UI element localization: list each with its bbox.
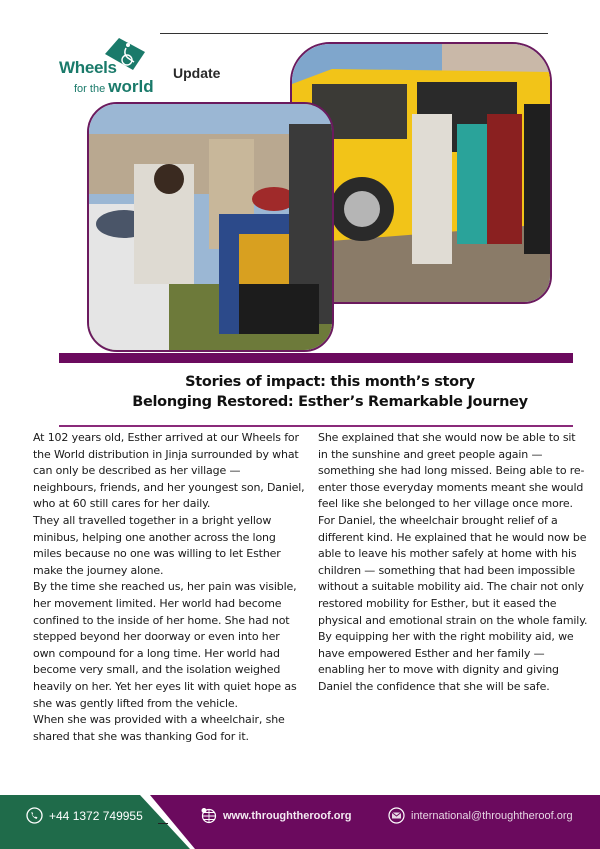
paragraph: By equipping her with the right mobility aid, we have empowered Esther and her family — enabling her to move with dignity and giving Daniel the confidence that she will be safe. (318, 630, 574, 693)
header-rule (160, 33, 548, 34)
article-column-right (318, 430, 588, 696)
globe-icon (200, 807, 217, 824)
update-label: Update (173, 65, 221, 81)
email-address: international@throughtheroof.org (411, 809, 573, 822)
logo-wordmark-line2: for the world (74, 77, 154, 96)
website-link[interactable] (200, 807, 352, 824)
paragraph: At 102 years old, Esther arrived at our Wheels for the World distribution in Jinja surrounded by what can only be described as her village — neighbours, friends, and her youngest son, Daniel, who at 60 still cares for her daily. (33, 431, 305, 511)
envelope-icon (388, 807, 405, 824)
section-title: Stories of impact: this month’s story (185, 374, 475, 390)
phone-icon (26, 807, 43, 824)
email-link[interactable] (388, 807, 573, 824)
article-heading (0, 372, 600, 412)
wheels-for-the-world-logo (58, 38, 163, 94)
footer-divider (158, 823, 168, 824)
contact-footer (0, 795, 600, 849)
website-url: www.throughtheroof.org (223, 809, 352, 822)
phone-number: +44 1372 749955 (49, 808, 143, 823)
paragraph: She explained that she would now be able to sit in the sunshine and greet people again — something she had long missed. Being able to re-enter those everyday moments meant she would feel like she belonged to her village once more. (318, 431, 585, 511)
paragraph: They all travelled together in a bright yellow minibus, helping one another across the long miles because no one was willing to let Esther make the journey alone. (33, 513, 281, 577)
logo-wordmark-line1: Wheels (59, 58, 117, 77)
wheelchair-fitting-photo (87, 102, 334, 352)
section-divider-bar (59, 353, 573, 363)
phone-contact[interactable] (26, 807, 143, 824)
paragraph: By the time she reached us, her pain was visible, her movement limited. Her world had become confined to the inside of her home. She had not stepped beyond her doorway or even into her own compound for a long time. Her world had become very small, and the isolation weighed heavily on her. Yet her eyes lit with quiet hope as she was gently lifted from the vehicle. (33, 580, 297, 710)
heading-underline (59, 425, 573, 427)
article-column-left (33, 430, 305, 745)
paragraph: When she was provided with a wheelchair, she shared that she was thanking God for it. (33, 713, 285, 743)
article-title: Belonging Restored: Esther’s Remarkable Journey (132, 394, 528, 410)
paragraph: For Daniel, the wheelchair brought relief of a different kind. He explained that he would now be able to leave his mother safely at home with his children — something that had been impossible without a suitable mobility aid. The chair not only restored mobility for Esther, but it eased the physical and emotional strain on the whole family. (318, 513, 588, 627)
